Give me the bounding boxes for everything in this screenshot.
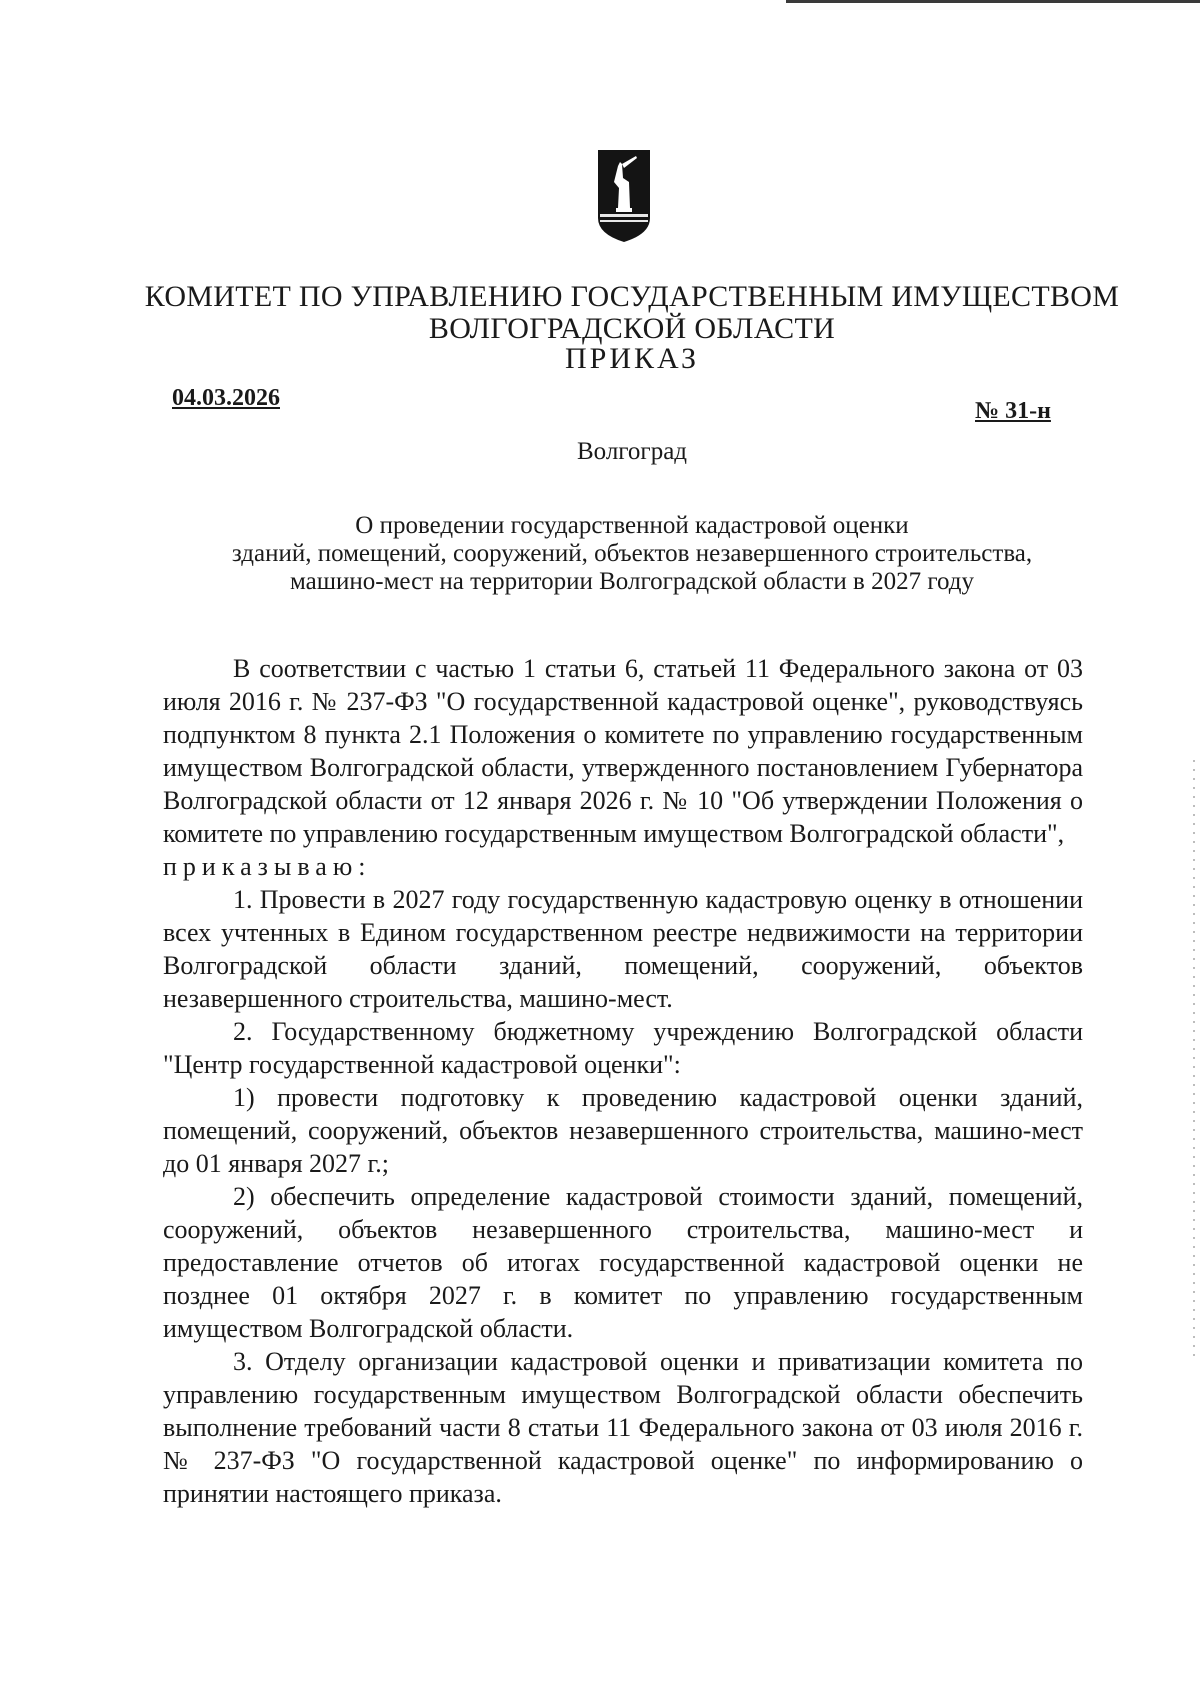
item-2-2-paragraph: 2) обеспечить определение кадастровой стоимости зданий, помещений, сооружений, объектов незавершенного строительства, машино-мест и предоставление отчетов об итогах государственной кадастровой оценки не позднее 01 октября 2027 г. в комитет по управлению государственным имуществом Волгоградской области. xyxy=(163,1182,1083,1343)
document-subject xyxy=(160,512,1104,596)
item-2-paragraph: 2. Государственному бюджетному учреждению Волгоградской области "Центр государственной кадастровой оценки": xyxy=(163,1017,1083,1079)
document-date: 04.03.2026 xyxy=(172,385,280,411)
scan-edge-line xyxy=(786,0,1200,3)
committee-name-line1: КОМИТЕТ ПО УПРАВЛЕНИЮ ГОСУДАРСТВЕННЫМ ИМУЩЕСТВОМ xyxy=(144,280,1120,313)
document-type: ПРИКАЗ xyxy=(565,342,699,375)
document-city: Волгоград xyxy=(576,438,688,465)
subject-line1: О проведении государственной кадастровой оценки xyxy=(355,512,909,539)
item-3-paragraph: 3. Отделу организации кадастровой оценки и приватизации комитета по управлению государственным имуществом Волгоградской области обеспечить выполнение требований части 8 статьи 11 Федерального закона от 03 июля 2016 г. № 237-ФЗ "О государственной кадастровой оценке" по информированию о принятии настоящего приказа. xyxy=(163,1347,1083,1508)
subject-line3: машино-мест на территории Волгоградской области в 2027 году xyxy=(290,568,974,595)
document-number: № 31-н xyxy=(975,398,1051,424)
item-2-1-paragraph: 1) провести подготовку к проведению кадастровой оценки зданий, помещений, сооружений, объектов незавершенного строительства, машино-мест до 01 января 2027 г.; xyxy=(163,1083,1083,1178)
committee-name-line2: ВОЛГОГРАДСКОЙ ОБЛАСТИ xyxy=(428,312,836,345)
item-1-paragraph: 1. Провести в 2027 году государственную кадастровую оценку в отношении всех учтенных в Едином государственном реестре недвижимости на территории Волгоградской области зданий, помещений, сооружений, объектов незавершенного строительства, машино-мест. xyxy=(163,885,1083,1013)
preamble-paragraph: В соответствии с частью 1 статьи 6, статьей 11 Федерального закона от 03 июля 2016 г. № 237-ФЗ "О государственной кадастровой оценке", руководствуясь подпунктом 8 пункта 2.1 Положения о комитете по управлению государственным имуществом Волгоградской области, утвержденного постановлением Губернатора Волгоградской области от 12 января 2026 г. № 10 "Об утверждении Положения о комитете по управлению государственным имуществом Волгоградской области", xyxy=(163,654,1083,848)
document-body xyxy=(163,652,1083,1510)
subject-line2: зданий, помещений, сооружений, объектов незавершенного строительства, xyxy=(231,540,1033,567)
order-word: приказываю: xyxy=(163,852,372,881)
volgograd-coat-of-arms-icon xyxy=(596,148,652,244)
scan-margin-dots xyxy=(1193,760,1195,1360)
